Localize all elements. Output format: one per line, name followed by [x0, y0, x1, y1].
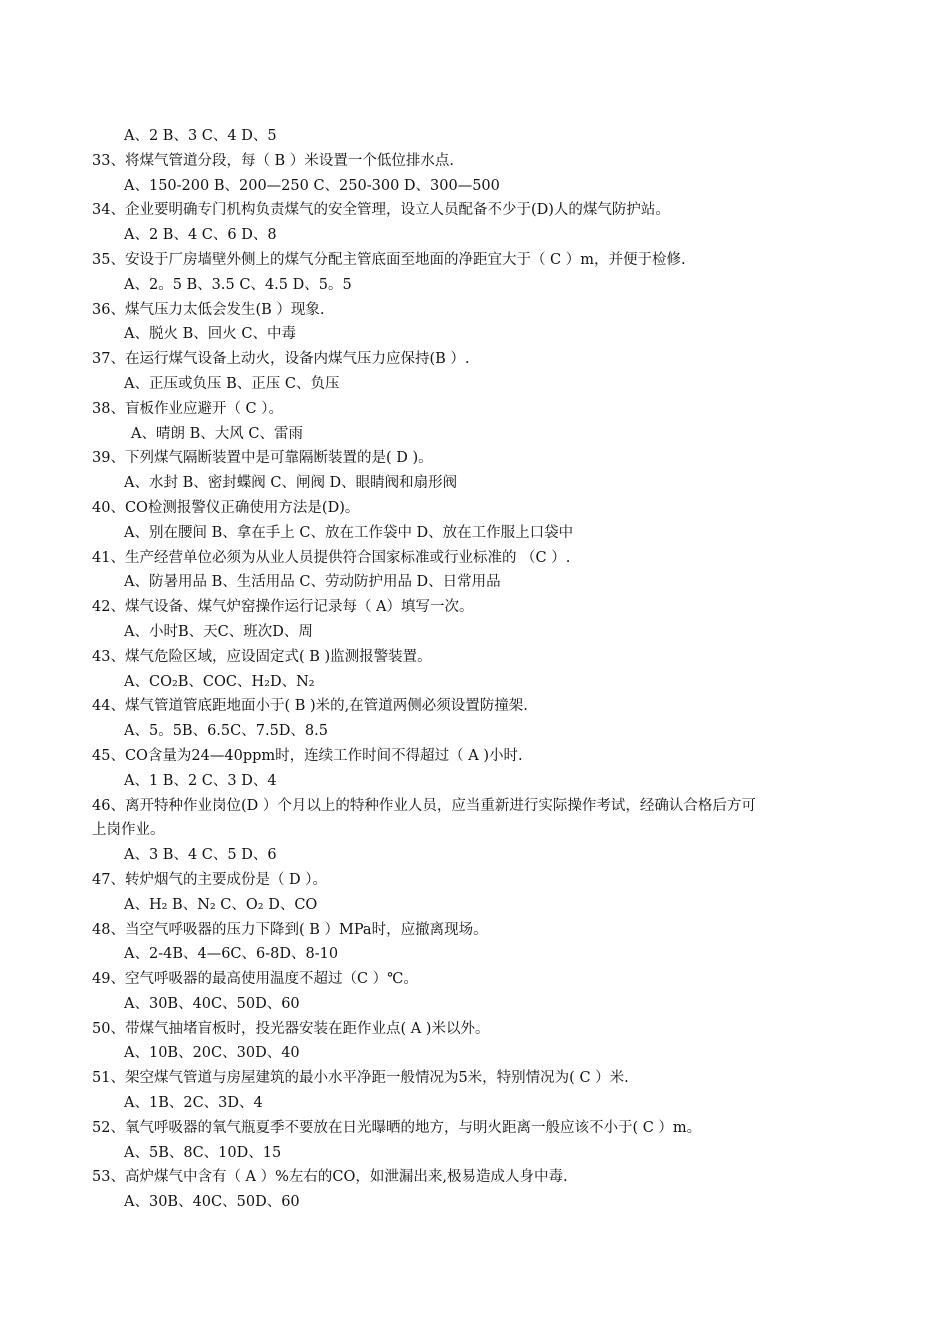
options-line: A、5。5B、6.5C、7.5D、8.5 [124, 723, 328, 740]
question-line: 47、转炉烟气的主要成份是（ D ）。 [92, 871, 328, 888]
options-line: A、CO₂B、COC、H₂D、N₂ [124, 673, 315, 690]
question-list [0, 124, 950, 1215]
options-line: A、30B、40C、50D、60 [124, 995, 300, 1012]
options-line: A、10B、20C、30D、40 [124, 1045, 300, 1062]
options-line: A、1 B、2 C、3 D、4 [124, 772, 277, 789]
question-line: 46、离开特种作业岗位(D ）个月以上的特种作业人员，应当重新进行实际操作考试，经确认合格后方可 [92, 797, 756, 814]
options-line: A、2。5 B、3.5 C、4.5 D、5。5 [124, 276, 352, 293]
options-line: A、水封 B、密封蝶阀 C、闸阀 D、眼睛阀和扇形阀 [124, 475, 458, 492]
question-line: 36、煤气压力太低会发生(B ）现象. [92, 301, 325, 318]
options-line: A、2 B、4 C、6 D、8 [124, 227, 277, 244]
options-line: A、150-200 B、200—250 C、250-300 D、300—500 [124, 177, 500, 194]
question-line: 41、生产经营单位必须为从业人员提供符合国家标准或行业标准的 （C ）. [92, 549, 571, 566]
options-line: A、3 B、4 C、5 D、6 [124, 847, 277, 864]
question-line: 40、CO检测报警仪正确使用方法是(D)。 [92, 499, 360, 516]
options-line: A、2 B、3 C、4 D、5 [124, 128, 277, 144]
question-line: 上岗作业。 [92, 822, 165, 839]
question-line: 34、企业要明确专门机构负责煤气的安全管理，设立人员配备不少于(D)人的煤气防护站。 [92, 202, 670, 219]
options-line: A、H₂ B、N₂ C、O₂ D、CO [124, 896, 318, 913]
question-line: 45、CO含量为24—40ppm时，连续工作时间不得超过（ A )小时. [92, 747, 523, 764]
question-line: 39、下列煤气隔断装置中是可靠隔断装置的是( D )。 [92, 450, 433, 467]
options-line: A、30B、40C、50D、60 [124, 1194, 300, 1211]
options-line: A、脱火 B、回火 C、中毒 [124, 326, 296, 343]
options-line: A、5B、8C、10D、15 [124, 1144, 282, 1161]
question-line: 53、高炉煤气中含有（ A ）%左右的CO，如泄漏出来,极易造成人身中毒. [92, 1169, 568, 1186]
question-line: 43、煤气危险区域，应设固定式( B )监测报警装置。 [92, 648, 432, 665]
options-line: A、2-4B、4—6C、6-8D、8-10 [124, 946, 339, 963]
options-line: A、1B、2C、3D、4 [124, 1095, 263, 1112]
question-line: 51、架空煤气管道与房屋建筑的最小水平净距一般情况为5米，特别情况为( C ）米. [92, 1070, 629, 1087]
question-line: 38、盲板作业应避开（ C ）。 [92, 400, 284, 417]
question-line: 48、当空气呼吸器的压力下降到( B ）MPa时，应撤离现场。 [92, 921, 488, 938]
options-line: A、晴朗 B、大风 C、雷雨 [131, 425, 303, 442]
options-line: A、防暑用品 B、生活用品 C、劳动防护用品 D、日常用品 [124, 574, 501, 591]
options-line: A、正压或负压 B、正压 C、负压 [124, 375, 340, 392]
question-line: 50、带煤气抽堵盲板时，投光器安装在距作业点( A )米以外。 [92, 1020, 490, 1037]
question-line: 44、煤气管道管底距地面小于( B )米的,在管道两侧必须设置防撞架. [92, 698, 528, 715]
question-line: 37、在运行煤气设备上动火，设备内煤气压力应保持(B ）. [92, 351, 470, 368]
question-line: 52、氧气呼吸器的氧气瓶夏季不要放在日光曝晒的地方，与明火距离一般应该不小于( C ）m。 [92, 1119, 702, 1136]
question-line: 49、空气呼吸器的最高使用温度不超过（C ）℃。 [92, 971, 418, 988]
options-line: A、小时B、天C、班次D、周 [124, 623, 313, 640]
question-line: 35、安设于厂房墙壁外侧上的煤气分配主管底面至地面的净距宜大于（ C ）m，并便于检修. [92, 251, 686, 268]
options-line: A、别在腰间 B、拿在手上 C、放在工作袋中 D、放在工作服上口袋中 [124, 524, 574, 541]
question-line: 33、将煤气管道分段，每（ B ）米设置一个低位排水点. [92, 152, 454, 169]
question-line: 42、煤气设备、煤气炉窑操作运行记录每（ A）填写一次。 [92, 599, 474, 616]
